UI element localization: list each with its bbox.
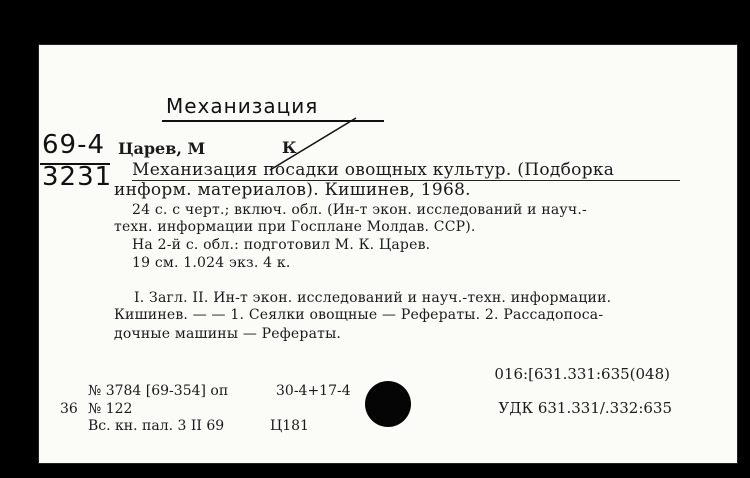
- punch-hole: [365, 381, 411, 427]
- author-name: Царев, М: [118, 139, 206, 158]
- catalog-card: [38, 44, 738, 464]
- handwritten-code-bottom: 3231: [42, 162, 113, 192]
- description-line-2: техн. информации при Госплане Молдав. ССР).: [114, 219, 476, 235]
- udk-code: УДК 631.331/.332:635: [498, 399, 672, 417]
- handwritten-heading: Механизация: [166, 94, 319, 118]
- description-line-1: 24 с. с черт.; включ. обл. (Ин-т экон. исследований и науч.-: [132, 202, 587, 218]
- size-copies: 19 см. 1.024 экз. 4 к.: [132, 255, 291, 271]
- title-line-2: информ. материалов). Кишинев, 1968.: [114, 180, 471, 200]
- subjects-line-3: дочные машины — Рефераты.: [114, 326, 342, 342]
- author-initial: К: [282, 138, 297, 157]
- subjects-line-2: Кишинев. — — 1. Сеялки овощные — Рефераты. 2. Рассадопоса-: [114, 307, 604, 323]
- subjects-line-1: I. Загл. II. Ин-т экон. исследований и науч.-техн. информации.: [134, 290, 612, 306]
- record-number: № 3784 [69-354] оп: [88, 383, 229, 399]
- title-line-1: Механизация посадки овощных культур. (Подборка: [132, 160, 615, 180]
- compiler-note: На 2-й с. обл.: подготовил М. К. Царев.: [132, 237, 431, 253]
- price-code: Ц181: [270, 418, 309, 434]
- handwritten-code-top: 69-4: [42, 130, 106, 160]
- class-code: 016:[631.331:635(048): [494, 365, 670, 383]
- issue-number: № 122: [88, 401, 133, 417]
- prefix-number: 36: [60, 401, 78, 417]
- source-line: Вс. кн. пал. 3 II 69: [88, 418, 225, 434]
- record-code: 30-4+17-4: [276, 383, 351, 399]
